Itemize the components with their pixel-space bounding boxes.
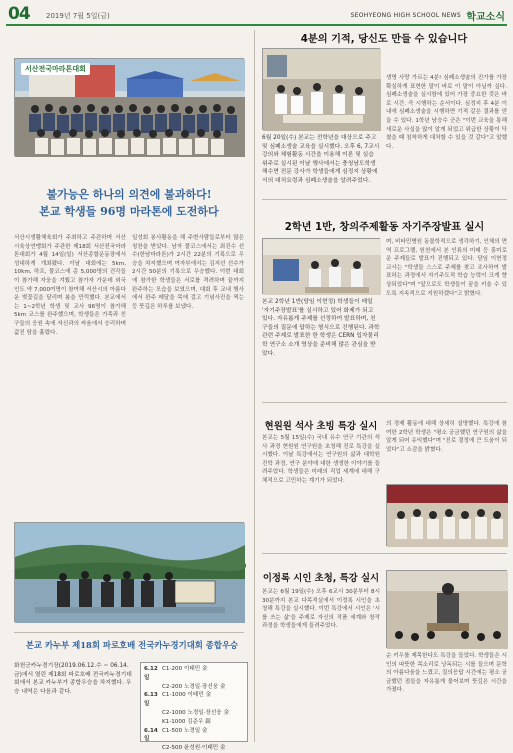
presentation-caption: 본교 2학년 1반(담임 이현정) 학생들이 매일 '자기주장발표'를 실시하고 있어 화제가 되고 있다. 자유롭게 주제를 선정하여 발표하며, 친구들의 질문에 답하는 형식으로 진행된다. 과학 관련 주제로 발표한 한 학생은 CERN 입자물리학 연구소 소개 영상을 준비해 많은 관심을 받았다. <box>262 298 380 394</box>
cpr-caption: 6월 20일(수) 본교는 전학년을 대상으로 주고 및 심폐소생술 교육을 실시했다. 오후 6, 7교시 강의와 체험활동 시간을 이용해 이론 및 실습 위주로 실시된 이날 행사에서는 충청남도학생해수면 전문 강사가 학생들에게 심정지 상황에서의 대처요령과 심폐소생술을 알려주었다. <box>262 134 380 194</box>
presentation-article-body: 며, 비타민병원 동물학적으로 생각하기, 인체의 면역 프로그램, 원천에서 본 인류의 미래 등 흥미로운 주제들로 발표가 진행되고 있다. 담임 이현정 교사는 "학생들 스스로 주제를 찾고 조사하여 발표하는 과정에서 자기주도적 학습 능력이 크게 향상되었다"며 "앞으로도 학생들이 꿈을 키울 수 있도록 지속적으로 지원하겠다"고 밝혔다. <box>386 239 507 297</box>
divider <box>14 632 244 633</box>
lecture-headline: 현원원 석사 초빙 특강 실시 <box>264 421 378 432</box>
paper-name: SEOHYEONG HIGH SCHOOL NEWS <box>350 12 461 19</box>
result-item: C2-500 윤성원·이태민 金 <box>162 745 226 752</box>
marathon-headline-1: 불가능은 하나의 의견에 불과하다! <box>46 188 212 201</box>
section-title: 학교소식 <box>466 12 505 23</box>
poet-headline: 이정록 시인 초청, 특강 실시 <box>262 573 380 584</box>
presentation-photo <box>262 238 380 294</box>
result-item: C2-1000 노경일·장선웅 金 <box>162 709 230 716</box>
cpr-training-photo <box>262 48 380 130</box>
result-row <box>144 709 244 718</box>
result-day <box>144 709 162 718</box>
marathon-headline-2: 본교 학생들 96명 마라톤에 도전하다 <box>39 205 219 218</box>
cpr-article-body: 생명 사랑 가르는 4분! 심폐소생술의 진가를 가장 확실하게 표현한 말이 바로 이 말이 아닐까 싶다. 심폐소생술을 실시함에 있어 가장 중요한 것은 바로 시간. 즉 시행하는 순서이다. 심정지 후 4분 이내에 심폐소생술을 시행하면 기적 같은 결과를 얻을 수 있다. 1학년 남승수 군은 "이번 교육을 통해 새로운 사실을 많이 알게 되었고 위급한 상황이 닥쳤을 때 침착하게 대처할 수 있을 것 같다"고 말했다. <box>386 75 507 150</box>
result-row <box>144 718 244 727</box>
result-day: 6.13일 <box>144 692 158 708</box>
marathon-group-photo <box>14 58 244 156</box>
result-row <box>144 665 244 683</box>
result-row <box>144 727 244 745</box>
result-day: 6.14일 <box>144 727 158 743</box>
cpr-headline: 4분의 기적, 당신도 만들 수 있습니다 <box>300 34 468 45</box>
canoe-results-box <box>140 662 248 752</box>
canoe-caption: 화천군카누경기장(2019.06.12.수 ~ 06.14.금)에서 열린 제18회 파로호배 전국카누경기대회에서 본교 카누부가 종합우승을 차지했다. 우승 내역은 다음과 같다. <box>14 662 134 742</box>
result-day: 6.12일 <box>144 666 158 681</box>
result-row <box>144 683 244 692</box>
masthead <box>6 4 507 26</box>
issue-date: 2019년 7월 5일(금) <box>46 12 110 20</box>
divider <box>262 199 507 200</box>
result-row <box>144 744 244 753</box>
result-item: C2-200 노경일·장선웅 金 <box>162 683 226 690</box>
lecture-photo <box>386 484 507 546</box>
lecture-article-body: 본교는 5월 15일(수) 국내 유수 연구 기관의 석사 과정 현원원 연구원을 초청해 진로 특강을 실시했다. 이날 특강에서는 연구원의 삶과 대학원 진학 과정, 연구 분야에 대한 생생한 이야기를 들려주었다. 학생들은 미래의 직업 세계에 대해 구체적으로 고민하는 계기가 되었다. <box>262 435 380 484</box>
result-item: C1-1000 이태민 金 <box>162 692 212 699</box>
result-day <box>144 744 162 753</box>
page-number: 04 <box>8 4 30 24</box>
result-item: C1-500 노경일 金 <box>162 727 208 734</box>
divider <box>262 402 507 403</box>
marathon-article-col-a: 서산시생활체육회가 주최하고 주관하며 서산시육상연맹회가 주관한 제18회 서산전국마라톤대회가 4월 14일(일) 서산종합운동장에서 성대하게 개최됐다. 이날 대회에는 5km, 10km, 하프, 풀코스에 총 5,000명의 건각들이 참가해 자웅을 겨뤘고 참가자 가운데 외국인도 약 7,000여명이 참여해 서산시의 아름다운 벚꽃길을 달리며 봄을 만끽했다. 본교에서는 1~2학년 학생 및 교사 96명이 참가해 5km 코스를 완주했으며, 학생들은 가족과 친구들의 응원 속에 자신과의 싸움에서 승리하며 값진 땀을 흘렸다. <box>14 235 126 336</box>
marathon-article-col-b: 일성회 봉사활동을 해 주변사람들로부터 많은 칭찬을 받았다. 남자 풀코스에서는 최진수 선수(한남마라톤)가 2시간 22분의 기록으로 우승을 차지했으며 여자부에서는 김지선 선수가 2시간 50분의 기록으로 우승했다. 이번 대회에 참가한 학생들은 서로를 격려하며 끝까지 완주하는 모습을 보였으며, 대회 후 교내 행사에서 완주 메달을 목에 걸고 기념사진을 찍는 등 뜻깊은 하루를 보냈다. <box>132 235 244 310</box>
result-row <box>144 691 244 709</box>
result-day <box>144 683 162 692</box>
canoe-headline: 본교 카누부 제18회 파로호배 전국카누경기대회 종합우승 <box>25 640 239 650</box>
result-day <box>144 718 162 727</box>
result-item: K1-1000 김준우 銀 <box>162 718 211 725</box>
presentation-headline: 2학년 1반, 창의주제활동 자기주장발표 실시 <box>284 222 485 233</box>
poet-article-body-2: 순 키우를 제목한다도 특강을 들었다. 학생들은 시인의 따뜻한 목소리로 낭독되는 시를 들으며 문학의 아름다움을 느꼈고, 질의응답 시간에는 평소 궁금했던 점들을 자유롭게 물어보며 뜻깊은 시간을 가졌다. <box>386 653 507 694</box>
divider <box>262 553 507 554</box>
canoe-team-photo <box>14 522 244 622</box>
poet-photo <box>386 570 507 648</box>
photo-tag: 서산전국마라톤대회 <box>21 63 90 75</box>
column-divider <box>254 30 255 742</box>
poet-article-body: 본교는 6월 19일(수) 오후 6교시 30분부터 8시 30분까지 본교 다목적실에서 이정록 시인을 초청해 특강을 실시했다. 이번 특강에서 시인은 '시를 쓰는 삶'을 주제로 자신의 작품 세계와 창작 과정을 학생들에게 들려주었다. <box>262 589 380 630</box>
lecture-article-body-2: 의 경제 활동에 대해 상세히 설명했다. 특강에 참여한 2학년 학생은 "평소 궁금했던 연구원의 삶을 알게 되어 유익했다"며 "진로 결정에 큰 도움이 되었다"고 소감을 밝혔다. <box>386 421 507 453</box>
result-item: C1-200 이태민 金 <box>162 666 208 672</box>
